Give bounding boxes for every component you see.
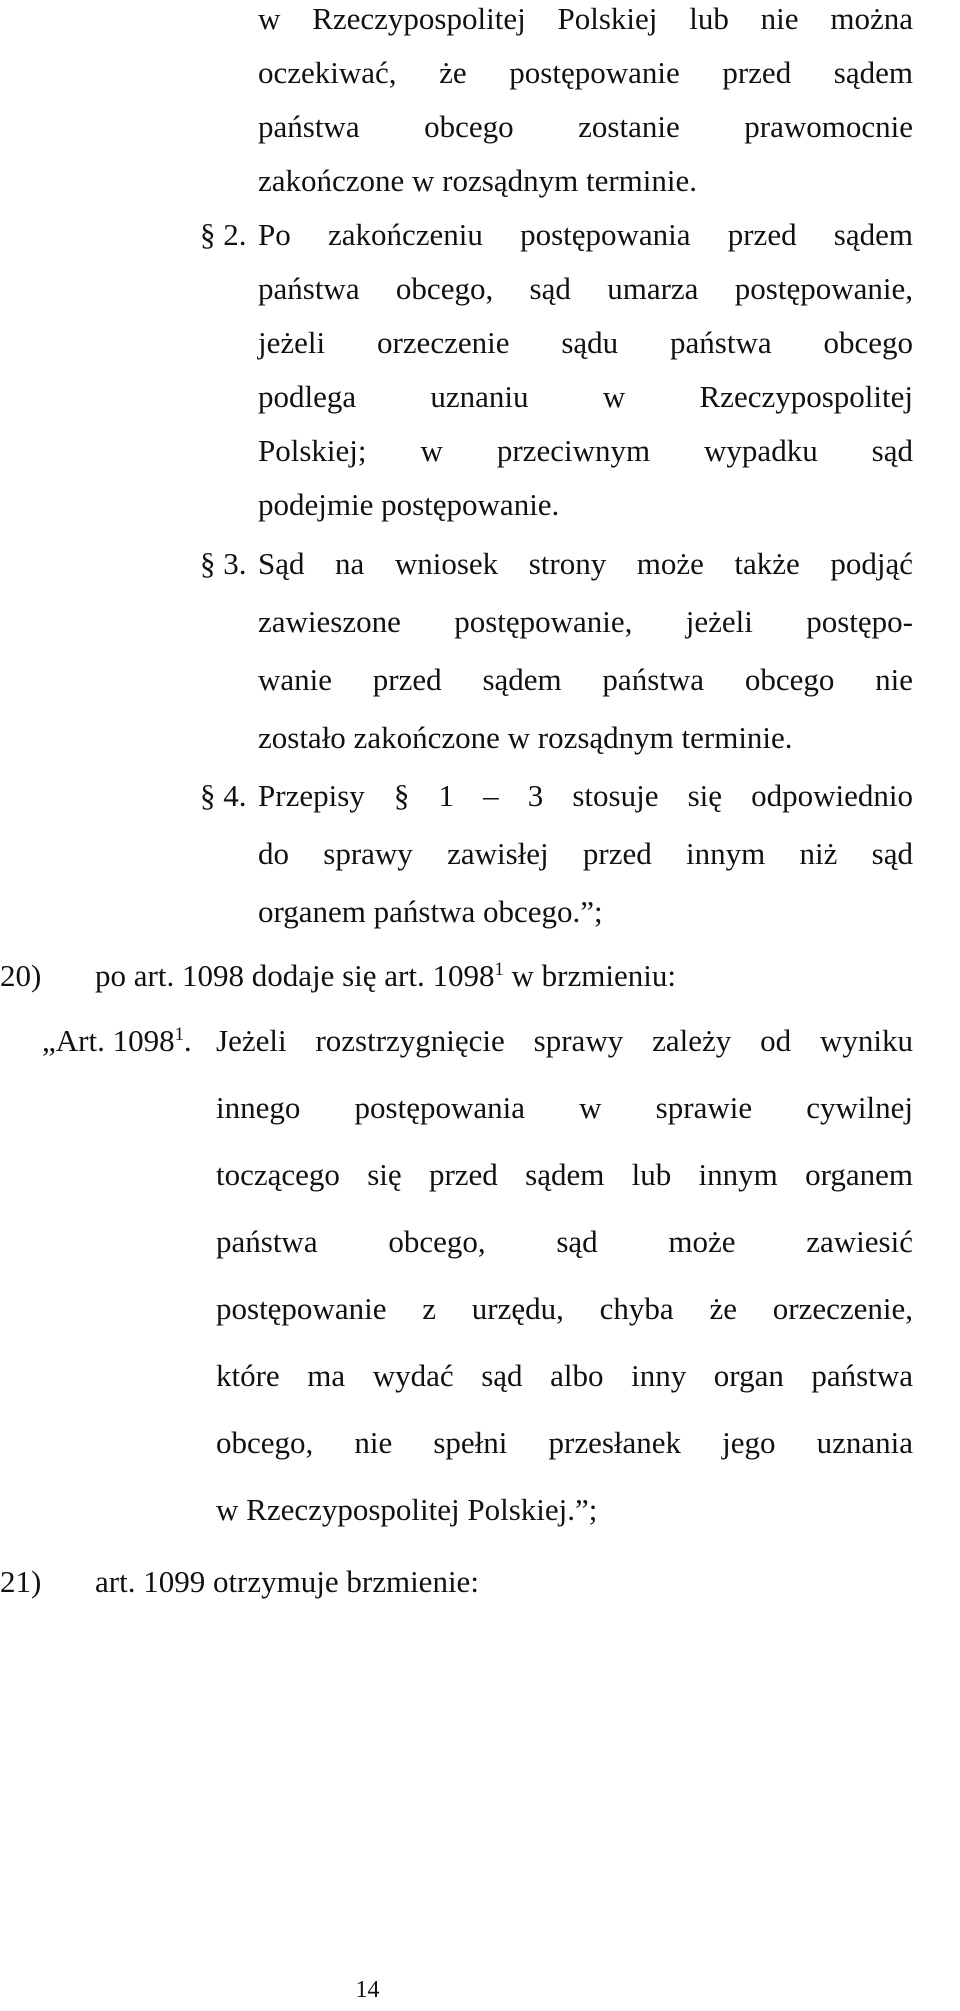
item-20-text-main: po art. 1098 dodaje się art. 1098: [95, 958, 495, 993]
s1-line-0: w Rzeczypospolitej Polskiej lub nie można: [258, 1, 913, 36]
article-line-5: obcego, nie spełni przesłanek jego uznania: [216, 1425, 913, 1460]
item-21-text: art. 1099 otrzymuje brzmienie:: [95, 1564, 479, 1599]
article-heading-end: .: [183, 1023, 192, 1058]
article-heading: [42, 1025, 192, 1056]
s2-line-0: Po zakończeniu postępowania przed sądem: [258, 217, 913, 252]
item-20-number: 20): [0, 958, 42, 993]
article-heading-superscript: 1: [174, 1023, 184, 1045]
article-heading-main: „Art. 1098: [42, 1023, 175, 1058]
article-first-line: Jeżeli rozstrzygnięcie sprawy zależy od wyniku: [216, 1023, 913, 1058]
section-2-marker: § 2.: [200, 217, 247, 252]
s4-line-0: Przepisy § 1 – 3 stosuje się odpowiednio: [258, 778, 913, 813]
s2-line-1: państwa obcego, sąd umarza postępowanie,: [258, 271, 913, 306]
section-4-marker: § 4.: [200, 778, 247, 813]
article-line-0: innego postępowania w sprawie cywilnej: [216, 1090, 913, 1125]
section-3-marker: § 3.: [200, 546, 247, 581]
s1-line-3: zakończone w rozsądnym terminie.: [258, 163, 697, 198]
s1-line-1: oczekiwać, że postępowanie przed sądem: [258, 55, 913, 90]
item-21-number: 21): [0, 1564, 42, 1599]
page-number: 14: [355, 1977, 380, 2003]
s4-line-2: organem państwa obcego.”;: [258, 894, 603, 929]
s3-line-1: zawieszone postępowanie, jeżeli postępo-: [258, 604, 913, 639]
s2-line-2: jeżeli orzeczenie sądu państwa obcego: [258, 325, 913, 360]
article-line-1: toczącego się przed sądem lub innym organem: [216, 1157, 913, 1192]
s2-line-4: Polskiej; w przeciwnym wypadku sąd: [258, 433, 913, 468]
article-line-4: które ma wydać sąd albo inny organ państwa: [216, 1358, 913, 1393]
item-20-text: [95, 960, 676, 991]
s1-line-2: państwa obcego zostanie prawomocnie: [258, 109, 913, 144]
article-line-2: państwa obcego, sąd może zawiesić: [216, 1224, 913, 1259]
article-line-3: postępowanie z urzędu, chyba że orzeczenie,: [216, 1291, 913, 1326]
s2-line-3: podlega uznaniu w Rzeczypospolitej: [258, 379, 913, 414]
s3-line-0: Sąd na wniosek strony może także podjąć: [258, 546, 913, 581]
s3-line-3: zostało zakończone w rozsądnym terminie.: [258, 720, 793, 755]
article-line-6: w Rzeczypospolitej Polskiej.”;: [216, 1492, 598, 1527]
s4-line-1: do sprawy zawisłej przed innym niż sąd: [258, 836, 913, 871]
item-20-superscript: 1: [494, 958, 504, 980]
s2-line-5: podejmie postępowanie.: [258, 487, 560, 522]
item-20-text-end: w brzmieniu:: [503, 958, 676, 993]
s3-line-2: wanie przed sądem państwa obcego nie: [258, 662, 913, 697]
